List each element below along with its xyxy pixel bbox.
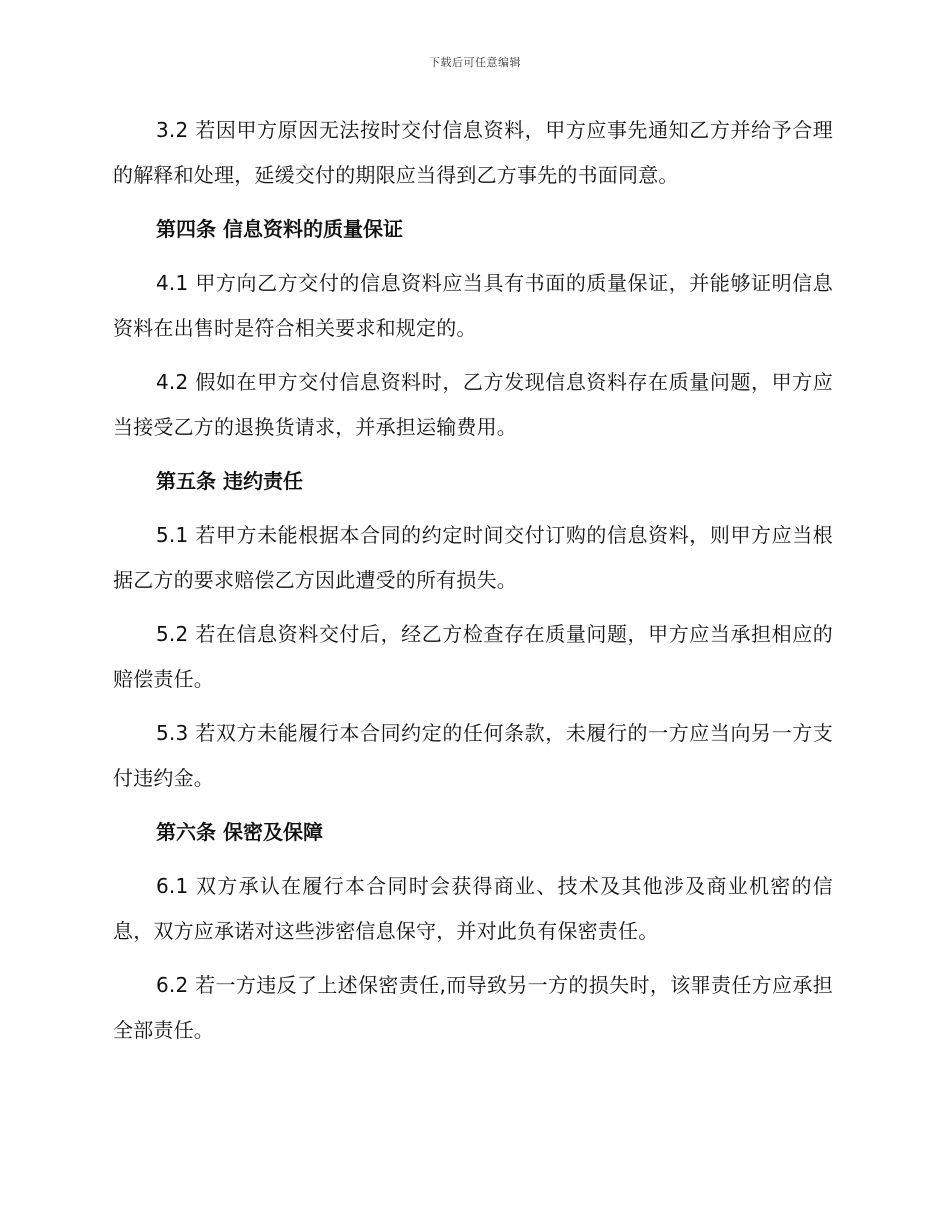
section-heading-article-6: 第六条 保密及保障 bbox=[156, 820, 323, 844]
clause-4-2: 4.2 假如在甲方交付信息资料时，乙方发现信息资料存在质量问题，甲方应当接受乙方的退换货请求，并承担运输费用。 bbox=[113, 370, 833, 439]
clause-5-1: 5.1 若甲方未能根据本合同的约定时间交付订购的信息资料，则甲方应当根据乙方的要求赔偿乙方因此遭受的所有损失。 bbox=[113, 523, 833, 592]
clause-6-2: 6.2 若一方违反了上述保密责任,而导致另一方的损失时，该罪责任方应承担全部责任。 bbox=[113, 973, 833, 1042]
clause-5-2: 5.2 若在信息资料交付后，经乙方检查存在质量问题，甲方应当承担相应的赔偿责任。 bbox=[113, 622, 833, 691]
clause-5-3: 5.3 若双方未能履行本合同约定的任何条款，未履行的一方应当向另一方支付违约金。 bbox=[113, 721, 833, 790]
clause-4-1: 4.1 甲方向乙方交付的信息资料应当具有书面的质量保证，并能够证明信息资料在出售时是符合相关要求和规定的。 bbox=[113, 271, 833, 340]
document-body bbox=[113, 108, 833, 1062]
section-heading-article-4: 第四条 信息资料的质量保证 bbox=[156, 217, 403, 241]
section-heading-article-5: 第五条 违约责任 bbox=[156, 469, 303, 493]
clause-6-1: 6.1 双方承认在履行本合同时会获得商业、技术及其他涉及商业机密的信息，双方应承诺对这些涉密信息保守，并对此负有保密责任。 bbox=[113, 874, 833, 943]
clause-3-2: 3.2 若因甲方原因无法按时交付信息资料，甲方应事先通知乙方并给予合理的解释和处理，延缓交付的期限应当得到乙方事先的书面同意。 bbox=[113, 118, 833, 187]
header-note: 下载后可任意编辑 bbox=[429, 56, 521, 69]
